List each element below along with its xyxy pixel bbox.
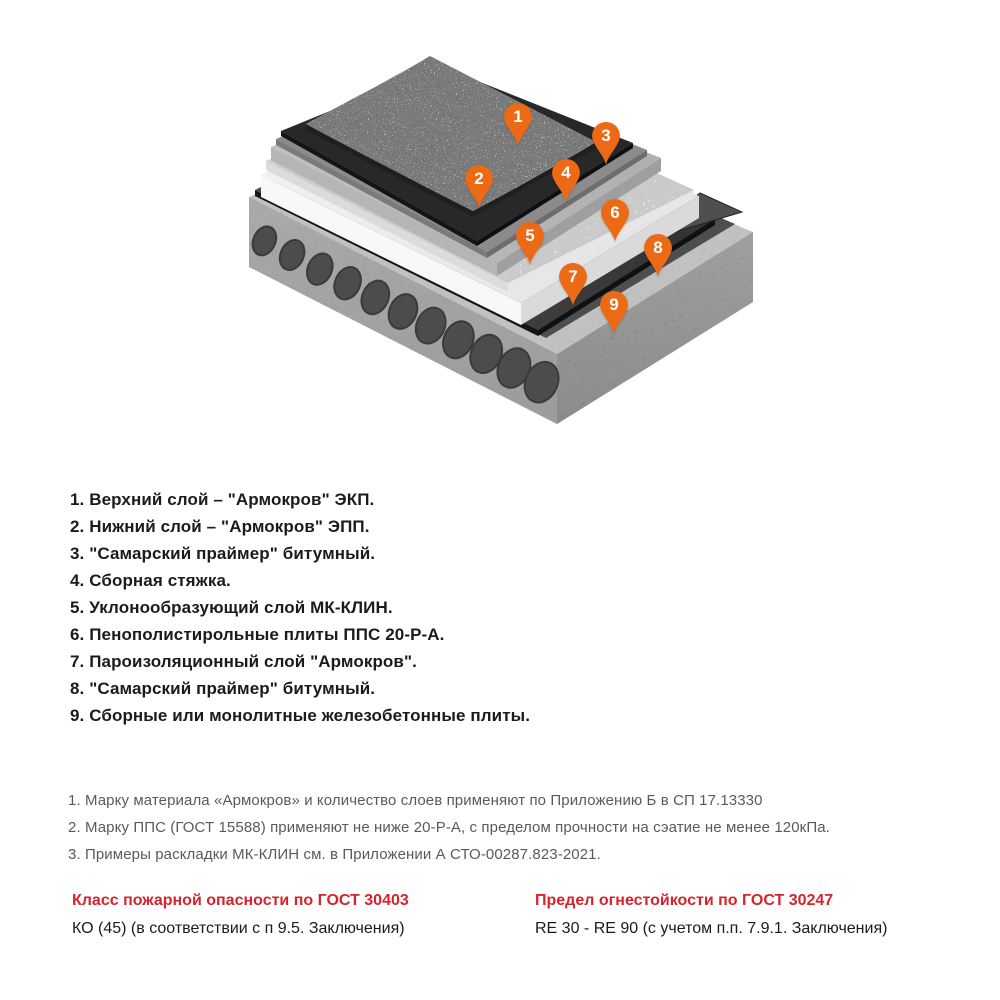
fire-hazard-class-value: КО (45) (в соответствии с п 9.5. Заключения) <box>72 920 405 937</box>
legend-item: 7. Пароизоляционный слой "Армокров". <box>70 652 417 671</box>
layer-pin-9 <box>599 289 629 335</box>
pin-layer <box>0 0 1000 460</box>
pin-number: 6 <box>610 203 620 222</box>
legend-list <box>70 486 530 729</box>
fire-hazard-class-title: Класс пожарной опасности по ГОСТ 30403 <box>72 892 409 909</box>
pin-number: 8 <box>653 238 663 257</box>
fire-resistance-block <box>535 891 887 938</box>
legend-item: 5. Уклонообразующий слой МК-КЛИН. <box>70 598 393 617</box>
legend-item: 4. Сборная стяжка. <box>70 571 231 590</box>
legend-item: 2. Нижний слой – "Армокров" ЭПП. <box>70 517 370 536</box>
fire-hazard-class-block <box>72 891 409 938</box>
layer-pin-1 <box>503 101 533 147</box>
notes-list <box>68 787 830 868</box>
legend-item: 6. Пенополистирольные плиты ППС 20-Р-А. <box>70 625 445 644</box>
pin-number: 2 <box>474 169 484 188</box>
layer-pin-8 <box>643 232 673 278</box>
layer-pin-3 <box>591 120 621 166</box>
note-item: 3. Примеры раскладки МК-КЛИН см. в Приложении А СТО-00287.823-2021. <box>68 846 601 863</box>
layer-pin-5 <box>515 220 545 266</box>
legend-item: 8. "Самарский праймер" битумный. <box>70 679 376 698</box>
legend-item: 3. "Самарский праймер" битумный. <box>70 544 376 563</box>
pin-number: 9 <box>609 295 619 314</box>
pin-number: 5 <box>525 226 535 245</box>
legend-item: 9. Сборные или монолитные железобетонные плиты. <box>70 706 531 725</box>
pin-number: 3 <box>601 126 611 145</box>
fire-resistance-value: RE 30 - RE 90 (с учетом п.п. 7.9.1. Заключения) <box>535 920 888 937</box>
pin-number: 7 <box>568 267 578 286</box>
fire-resistance-title: Предел огнестойкости по ГОСТ 30247 <box>535 892 834 909</box>
note-item: 2. Марку ППС (ГОСТ 15588) применяют не ниже 20-Р-А, с пределом прочности на сэатие не менее 120кПа. <box>68 819 830 836</box>
pin-number: 1 <box>513 107 523 126</box>
pin-number: 4 <box>561 163 571 182</box>
roof-structure-diagram <box>0 0 1000 460</box>
layer-pin-6 <box>600 197 630 243</box>
legend-item: 1. Верхний слой – "Армокров" ЭКП. <box>70 490 375 509</box>
layer-pin-7 <box>558 261 588 307</box>
layer-pin-4 <box>551 157 581 203</box>
layer-pin-2 <box>464 163 494 209</box>
note-item: 1. Марку материала «Армокров» и количество слоев применяют по Приложению Б в СП 17.13330 <box>68 792 763 809</box>
